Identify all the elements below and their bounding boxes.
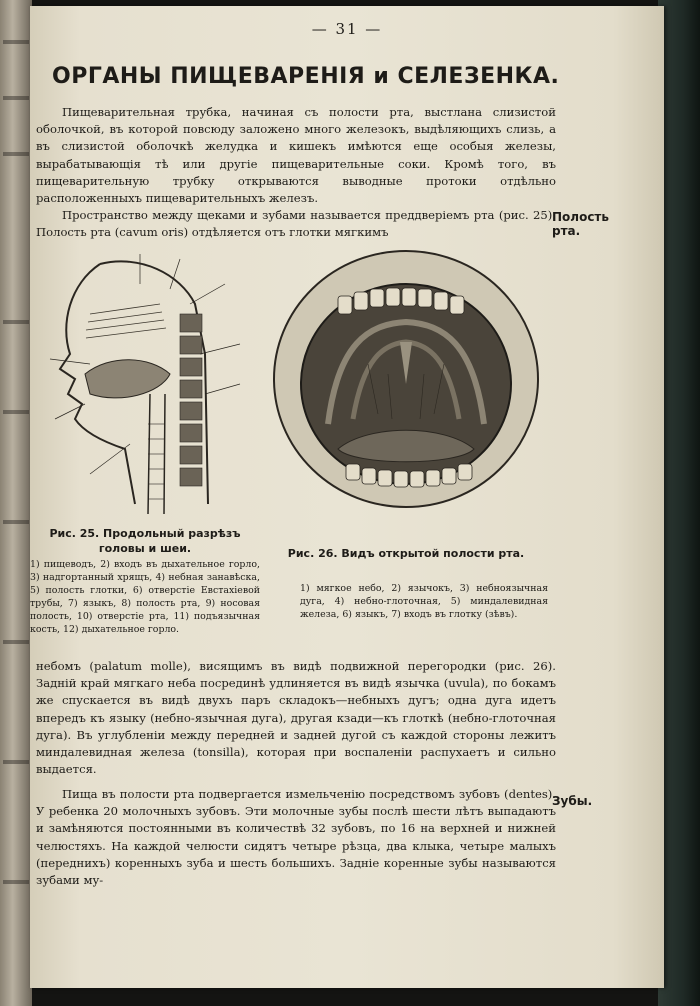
head-section-illustration — [30, 244, 260, 524]
teeth-text — [36, 786, 556, 889]
intro-paragraph-2: Пространство между щеками и зубами называется преддверіемъ рта (рис. 25). Полость рта (cavum oris) отдѣляется отъ глотки мягкимъ — [36, 208, 556, 240]
page-number: — 31 — — [311, 20, 383, 38]
figure-26-open-mouth — [268, 244, 544, 560]
figure-26-legend: 1) мягкое небо, 2) язычокъ, 3) небноязычная дуга, 4) небно-глоточная, 5) миндалевидная железа, 6) языкъ, 7) входъ въ глотку (зѣвъ). — [300, 583, 548, 620]
figure-25-legend: 1) пищеводъ, 2) входъ въ дыхательное горло, 3) надгортанный хрящъ, 4) небная занавѣска, 5) полость глотки, 6) отверстіе Евстахіевой трубы, 7) языкъ, 8) полость рта, 9) носовая полость, 10) отверстіе рта, 11) подъязычная кость, 12) дыхательное горло. — [30, 559, 260, 635]
intro-paragraph-1: Пищеварительная трубка, начиная съ полости рта, выстлана слизистой оболочкой, въ которой повсюду заложено много железокъ, выдѣляющихъ слизь, а въ слизистой оболочкѣ желудка и кишекъ имѣются еще особыя железы, вырабатывающія тѣ или другіе пищеварительные соки. Кромѣ того, въ пищеварительную трубку открываются выводные протоки отдѣльно расположенныхъ пищеварительныхъ железъ. — [36, 105, 556, 206]
section-heading: ОРГАНЫ ПИЩЕВАРЕНІЯ и СЕЛЕЗЕНКА. — [52, 64, 560, 89]
figure-25-title: Рис. 25. Продольный разрѣзъ головы и шеи. — [49, 527, 241, 555]
figure-26-title: Рис. 26. Видъ открытой полости рта. — [287, 547, 525, 560]
margin-note-mouth: Полость рта. — [552, 210, 609, 238]
book-page — [30, 6, 664, 988]
palate-text — [36, 658, 556, 778]
teeth-paragraph: Пища въ полости рта подвергается измельченію посредствомъ зубовъ (dentes). У ребенка 20 молочныхъ зубовъ. Эти молочные зубы послѣ шести лѣтъ выпадаютъ и замѣняются постоянными въ количествѣ 32 зубовъ, по 16 на верхней и нижней челюстяхъ. На каждой челюсти сидятъ четыре рѣзца, два клыка, четыре малыхъ (переднихъ) коренныхъ зуба и шесть большихъ. Задніе коренные зубы называются зубами му- — [36, 787, 556, 888]
figure-25-head-section — [30, 244, 260, 635]
intro-text — [36, 104, 556, 242]
open-mouth-illustration — [268, 244, 544, 524]
book-cover-edge — [658, 0, 700, 1006]
margin-note-teeth: Зубы. — [552, 794, 593, 808]
palate-paragraph: небомъ (palatum molle), висящимъ въ видѣ подвижной перегородки (рис. 26). Задній край мягкаго неба посрединѣ удлиняется въ видѣ язычка (uvula), по бокамъ же спускается въ видѣ двухъ паръ складокъ—небныхъ дугъ; одна дуга идетъ впередъ къ языку (небно-язычная дуга), другая кзади—къ глоткѣ (небно-глоточная дуга). Въ углубленіи между передней и задней дугой съ каждой стороны лежитъ миндалевидная железа (tonsilla), которая при воспаленіи распухаетъ и сильно выдается. — [36, 659, 556, 777]
adjacent-page-edge — [0, 0, 32, 1006]
